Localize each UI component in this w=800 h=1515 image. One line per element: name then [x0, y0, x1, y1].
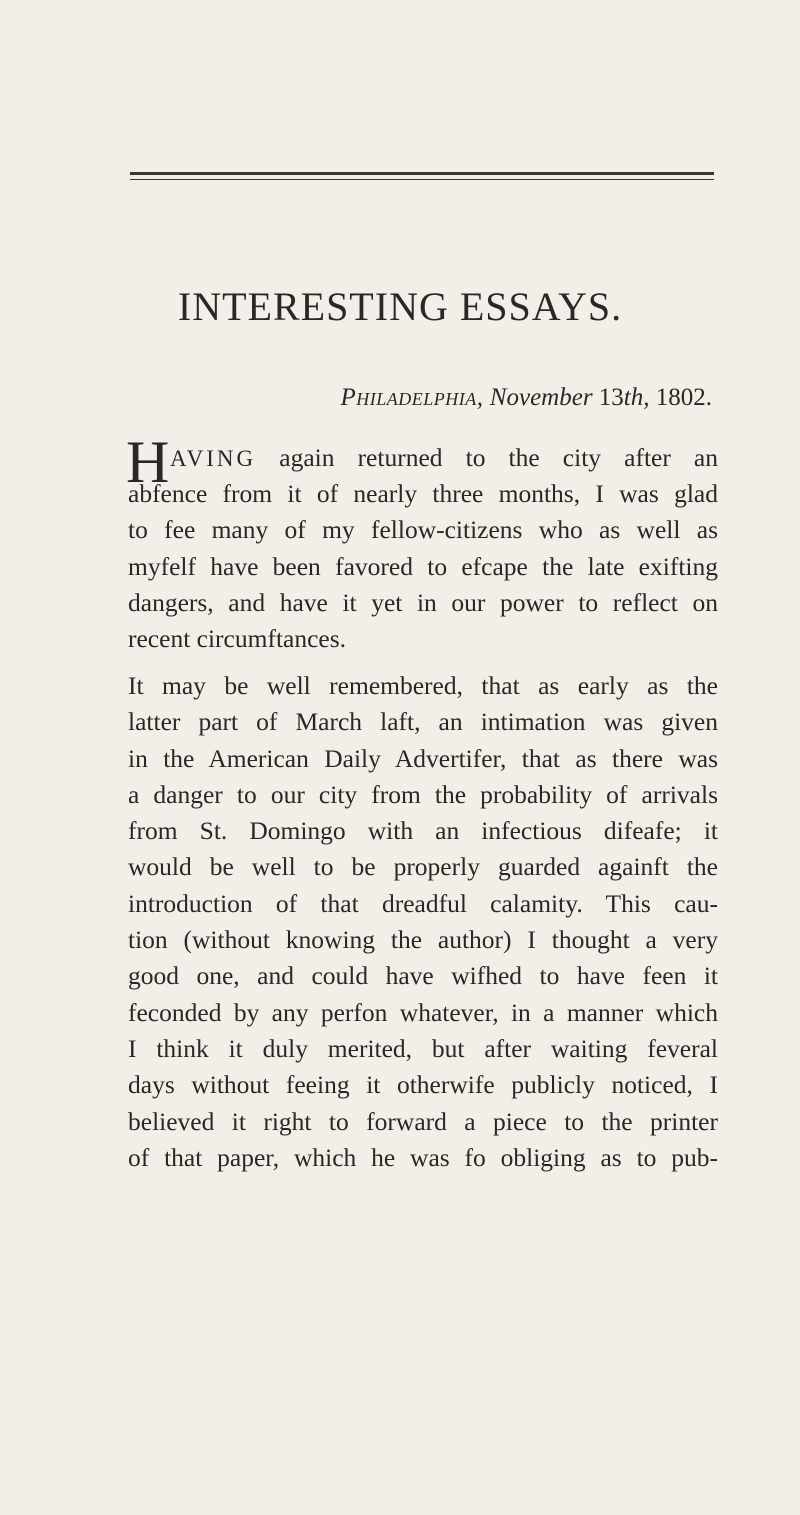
paragraph1: [128, 476, 718, 657]
paragraph2-line: from St. Domingo with an infectious difeafe; it: [128, 816, 718, 846]
paragraph2-line: I think it duly merited, but after waiting feveral: [128, 1033, 718, 1063]
dateline-day-suffix: th,: [623, 384, 650, 411]
dateline-day: 13: [598, 384, 624, 411]
paragraph1-first-line: [170, 440, 718, 477]
paragraph2: [128, 668, 718, 1176]
header-rule-thin: [130, 179, 714, 180]
paragraph2-line: would be well to be properly guarded againft the: [128, 852, 718, 882]
drop-cap: H: [126, 429, 170, 495]
running-title: INTERESTING ESSAYS.: [177, 284, 623, 329]
dateline: [341, 382, 712, 414]
header-rule-thick: [130, 172, 714, 175]
paragraph1-first-caps: AVING: [170, 446, 257, 471]
paragraph2-line: believed it right to forward a piece to the printer: [128, 1106, 718, 1136]
dateline-year: 1802.: [655, 384, 712, 411]
paragraph2-line: It may be well remembered, that as early as the: [128, 671, 718, 700]
dateline-month: November: [489, 384, 593, 411]
paragraph1-line: dangers, and have it yet in our power to reflect on: [128, 587, 718, 617]
paragraph1-first-rest: again returned to the city after an: [279, 443, 718, 472]
paragraph2-line: good one, and could have wifhed to have feen it: [128, 961, 718, 991]
paragraph2-line: tion (without knowing the author) I thought a very: [128, 925, 718, 955]
dateline-place: Philadelphia,: [340, 384, 484, 411]
paragraph2-line: days without feeing it otherwife publicly noticed, I: [128, 1070, 718, 1100]
paragraph2-line: feconded by any perfon whatever, in a manner which: [128, 997, 718, 1027]
paragraph1-line: recent circumftances.: [128, 624, 347, 654]
paragraph1-line: abfence from it of nearly three months, I was glad: [128, 479, 718, 508]
paragraph2-line: introduction of that dreadful calamity. This cau-: [128, 888, 718, 918]
paragraph1-line: myfelf have been favored to efcape the late exifting: [128, 551, 718, 581]
paragraph2-line: a danger to our city from the probability of arrivals: [128, 779, 718, 809]
paragraph2-line: of that paper, which he was fo obliging as to pub-: [128, 1142, 718, 1172]
paragraph2-line: latter part of March laft, an intimation was given: [128, 707, 718, 737]
paragraph2-line: in the American Daily Advertifer, that as there was: [128, 743, 718, 773]
paragraph1-line: to fee many of my fellow-citizens who as well as: [128, 515, 718, 545]
